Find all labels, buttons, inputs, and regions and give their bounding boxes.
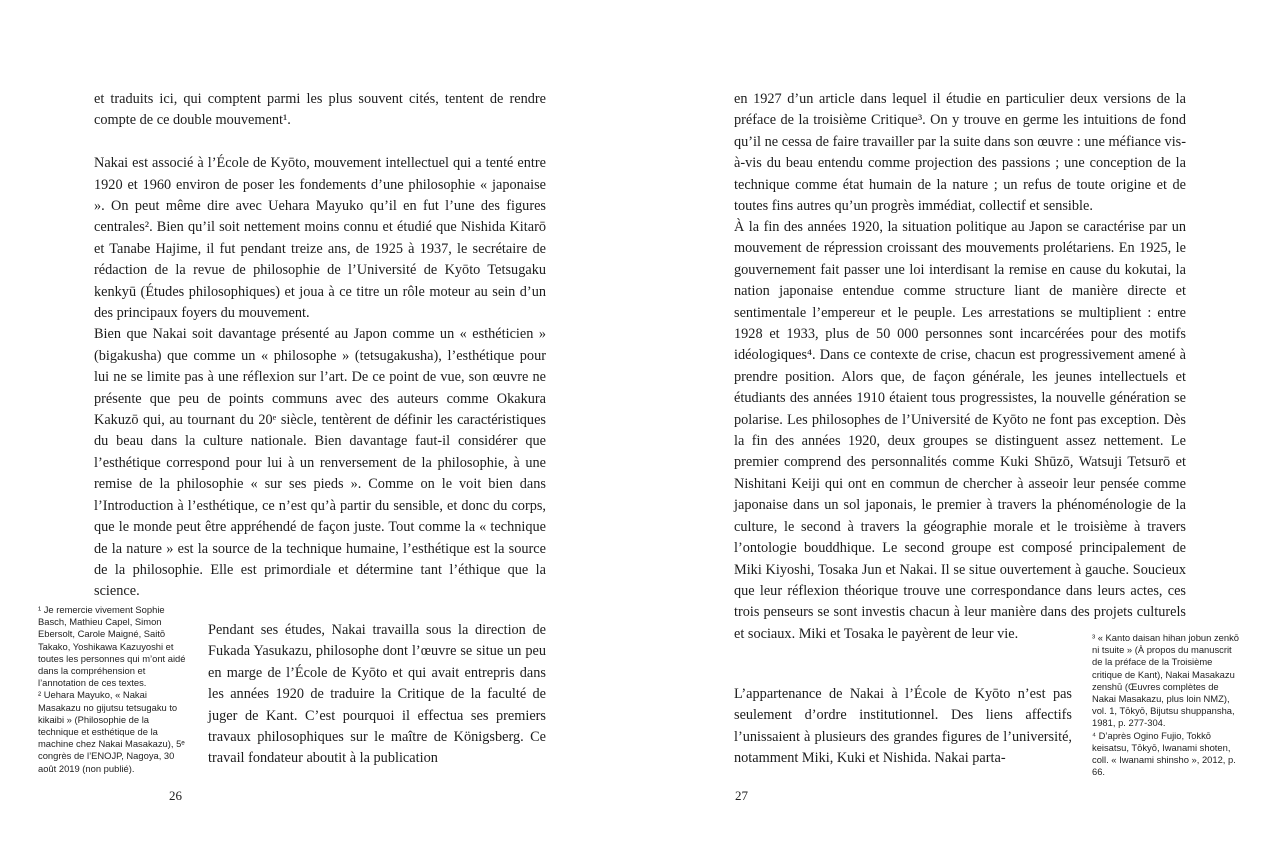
footnote-4: ⁴ D’après Ogino Fujio, Tokkō keisatsu, Tōkyō, Iwanami shoten, coll. « Iwanami shinsho », 2012, p. 66. xyxy=(1092,729,1236,778)
left-page-number: 26 xyxy=(169,788,182,803)
right-paragraph-1: en 1927 d’un article dans lequel il étudie en particulier deux versions de la préface de la troisième Critique³. On y trouve en germe les intuitions de fond qu’il ne cessa de faire travailler par la suite dans son œuvre : une méfiance vis-à-vis du beau entendu comme projection des passions ; une conception de la technique comme état humain de la nature ; un refus de toute origine et de toutes fins autres qu’un progrès immédiat, collectif et sensible. xyxy=(734,91,1186,215)
right-page-body-2 xyxy=(734,217,1186,645)
left-paragraph-4: Pendant ses études, Nakai travailla sous la direction de Fukada Yasukazu, philosophe dont l’œuvre se situe un peu en marge de l’École de Kyōto et qui avait entrepris dans les années 1920 de traduire la Critique de la faculté de juger de Kant. C’est pourquoi il effectua ses premiers travaux philosophiques sur le maître de Königsberg. Ce travail fondateur aboutit à la publication xyxy=(208,622,546,767)
left-paragraph-3: Bien que Nakai soit davantage présenté au Japon comme un « esthéticien » (bigakusha) que comme un « philosophe » (tetsugakusha), l’esthétique pour lui ne se limite pas à une réflexion sur l’art. De ce point de vue, son œuvre ne présente que peu de points communs avec des auteurs comme Okakura Kakuzō qui, au tournant du 20ᵉ siècle, tentèrent de définir les caractéristiques du beau dans la culture nationale. Bien davantage faut-il considérer que l’esthétique correspond pour lui à un renversement de la philosophie, à une remise de la philosophie « sur ses pieds ». Comme on le voit bien dans l’Introduction à l’esthétique, ce n’est qu’à partir du sensible, et donc du corps, que le monde peut être appréhendé de façon juste. Tout comme la « technique de la nature » est la source de la technique humaine, l’esthétique est la source de la philosophie. Elle est primordiale et détermine tant l’éthique que la science. xyxy=(94,326,546,600)
left-footnotes xyxy=(38,604,188,775)
right-page xyxy=(640,0,1280,865)
left-page-body xyxy=(94,89,546,603)
left-page-body-continued xyxy=(208,620,546,770)
left-paragraph-1: et traduits ici, qui comptent parmi les plus souvent cités, tentent de rendre compte de ce double mouvement¹. xyxy=(94,91,546,129)
footnote-3: ³ « Kanto daisan hihan jobun zenkō ni tsuite » (À propos du manuscrit de la préface de la Troisième critique de Kant), Nakai Masakazu zenshū (Œuvres complètes de Nakai Masakazu, plus loin NMZ), vol. 1, Tōkyō, Bijutsu shuppansha, 1981, p. 277-304. xyxy=(1092,632,1239,729)
left-paragraph-2: Nakai est associé à l’École de Kyōto, mouvement intellectuel qui a tenté entre 1920 et 1960 environ de poser les fondements d’une philosophie « japonaise ». On peut même dire avec Uehara Mayuko qu’il en fut l’une des figures centrales². Bien qu’il soit nettement moins connu et étudié que Nishida Kitarō et Tanabe Hajime, il fut pendant treize ans, de 1925 à 1937, le secrétaire de rédaction de la revue de philosophie de l’Université de Kyōto Tetsugaku kenkyū (Études philosophiques) et joua à ce titre un rôle moteur au sein d’un des principaux foyers du mouvement. xyxy=(94,155,546,322)
right-page-body-continued xyxy=(734,684,1072,770)
right-paragraph-2: À la fin des années 1920, la situation politique au Japon se caractérise par un mouvement de répression croissant des mouvements prolétariens. En 1925, le gouvernement fait passer une loi interdisant la remise en cause du kokutai, la nation japonaise entendue comme structure liant de manière directe et sentimentale l’empereur et le peuple. Les arrestations se multiplient : entre 1928 et 1933, plus de 50 000 personnes sont incarcérées pour des motifs idéologiques⁴. Dans ce contexte de crise, chacun est progressivement amené à prendre position. Alors que, de façon générale, les jeunes intellectuels et étudiants des années 1910 étaient tous progressistes, la nouvelle génération se polarise. Les philosophes de l’Université de Kyōto ne font pas exception. Dès la fin des années 1920, deux groupes se distinguent assez nettement. Le premier comprend des personnalités comme Kuki Shūzō, Watsuji Tetsurō et Nishitani Keiji qui ont en commun de chercher à asseoir leur pensée comme japonaise dans un sol japonais, le premier à travers la phénoménologie de la culture, le second à travers la géographie morale et le troisième à travers l’ontologie bouddhique. Le second groupe est composé principalement de Miki Kiyoshi, Tosaka Jun et Nakai. Il se situe ouvertement à gauche. Soucieux que leur réflexion théorique trouve une correspondance dans leurs actes, ces trois penseurs se sont investis chacun à leur manière dans des projets culturels et sociaux. Miki et Tosaka le payèrent de leur vie. xyxy=(734,219,1186,642)
right-footnotes xyxy=(1092,632,1240,778)
right-page-body xyxy=(734,89,1186,217)
footnote-2: ² Uehara Mayuko, « Nakai Masakazu no gijutsu tetsugaku to kikaibi » (Philosophie de la technique et esthétique de la machine chez Nakai Masakazu), 5ᵉ congrès de l’ENOJP, Nagoya, 30 août 2019 (non publié). xyxy=(38,689,185,774)
right-paragraph-3: L’appartenance de Nakai à l’École de Kyōto n’est pas seulement d’ordre institutionnel. Des liens affectifs l’unissaient à plusieurs des grandes figures de l’université, notamment Miki, Kuki et Nishida. Nakai parta- xyxy=(734,686,1072,767)
right-page-number: 27 xyxy=(735,788,748,803)
footnote-1: ¹ Je remercie vivement Sophie Basch, Mathieu Capel, Simon Ebersolt, Carole Maigné, Saitō Takako, Yoshikawa Kazuyoshi et toutes les personnes qui m’ont aidé dans la compréhension et l’annotation de ces textes. xyxy=(38,604,186,689)
